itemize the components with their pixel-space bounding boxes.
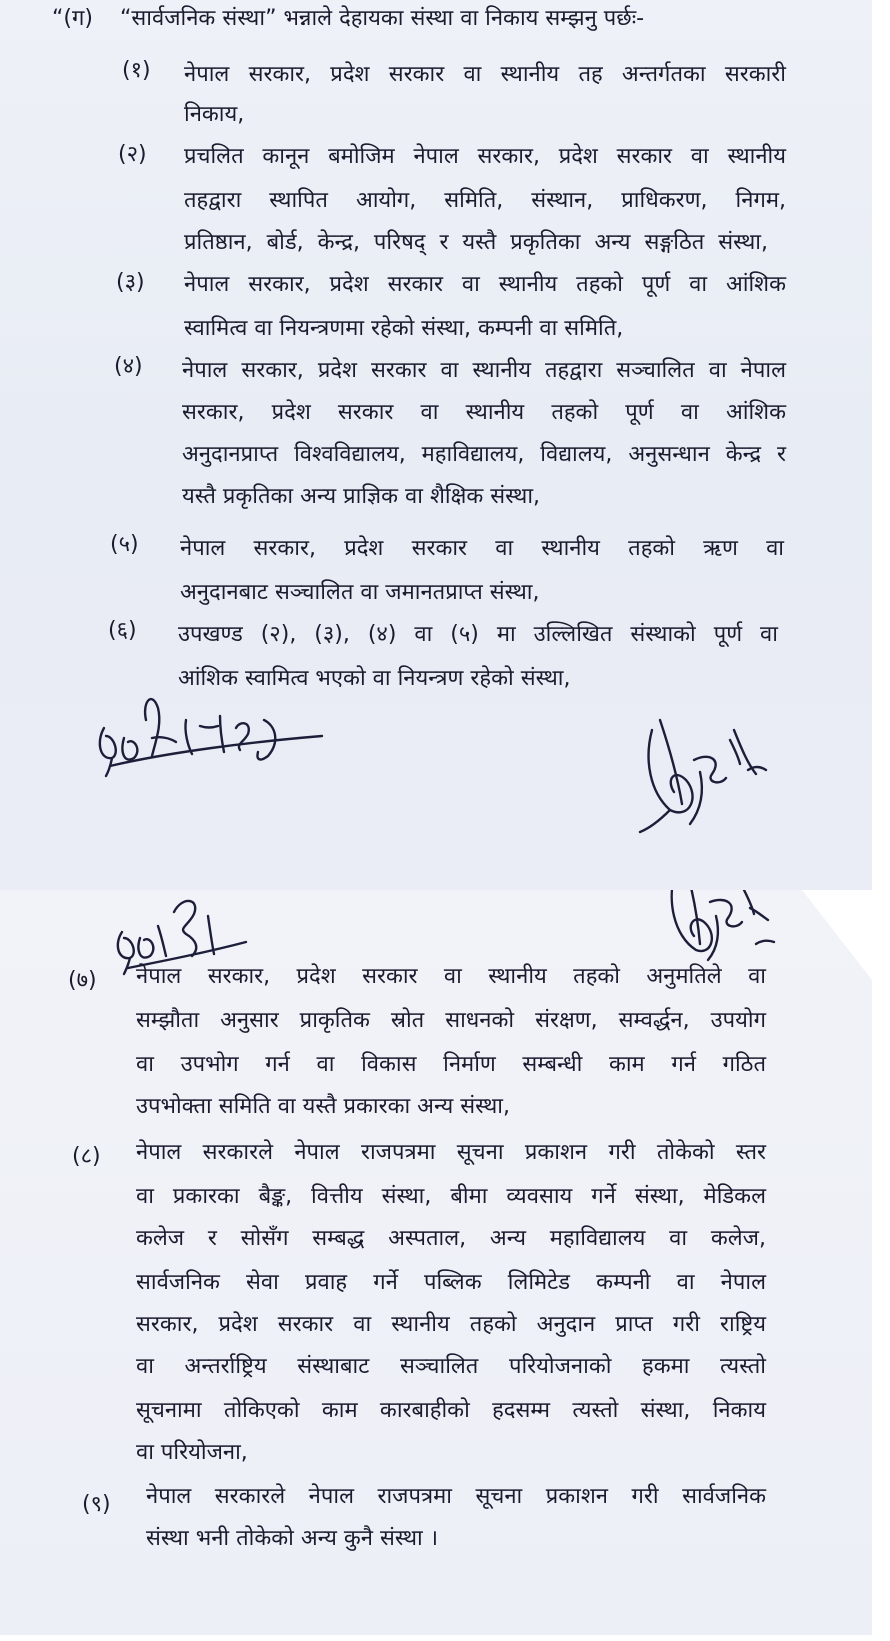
- clause-number: (१): [122, 58, 151, 83]
- clause-line: प्रचलित कानून बमोजिम नेपाल सरकार, प्रदेश सरकार वा स्थानीय: [184, 144, 786, 169]
- page-fold-corner: [802, 890, 872, 980]
- clause-number: (८): [72, 1144, 101, 1169]
- clause-line: वा प्रकारका बैङ्क, वित्तीय संस्था, बीमा व्यवसाय गर्ने संस्था, मेडिकल: [136, 1184, 766, 1209]
- clause-line: संस्था भनी तोकेको अन्य कुनै संस्था ।: [146, 1526, 439, 1551]
- clause-line: वा उपभोग गर्न वा विकास निर्माण सम्बन्धी काम गर्न गठित: [136, 1052, 766, 1077]
- clause-line: नेपाल सरकार, प्रदेश सरकार वा स्थानीय तहको ऋण वा: [180, 536, 784, 561]
- clause-line: नेपाल सरकारले नेपाल राजपत्रमा सूचना प्रकाशन गरी सार्वजनिक: [146, 1484, 766, 1509]
- clause-line: नेपाल सरकार, प्रदेश सरकार वा स्थानीय तह अन्तर्गतका सरकारी: [184, 62, 786, 87]
- clause-number: (४): [114, 354, 143, 379]
- clause-line: नेपाल सरकार, प्रदेश सरकार वा स्थानीय तहको पूर्ण वा आंशिक: [184, 272, 786, 297]
- clause-number: (७): [68, 968, 97, 993]
- clause-line: यस्तै प्रकृतिका अन्य प्राज्ञिक वा शैक्षिक संस्था,: [182, 484, 541, 509]
- clause-number: (३): [116, 270, 145, 295]
- document-page-2: [0, 890, 872, 1635]
- clause-number: (६): [108, 618, 137, 643]
- clause-line: सम्झौता अनुसार प्राकृतिक स्रोत साधनको संरक्षण, सम्वर्द्धन, उपयोग: [136, 1008, 766, 1033]
- clause-line: आंशिक स्वामित्व भएको वा नियन्त्रण रहेको संस्था,: [178, 666, 571, 691]
- clause-line: सरकार, प्रदेश सरकार वा स्थानीय तहको पूर्ण वा आंशिक: [182, 400, 786, 425]
- clause-line: उपखण्ड (२), (३), (४) वा (५) मा उल्लिखित संस्थाको पूर्ण वा: [178, 622, 778, 647]
- handwritten-signature-right-2: [652, 890, 782, 970]
- clause-line: वा परियोजना,: [136, 1440, 248, 1465]
- clause-line: वा अन्तर्राष्ट्रिय संस्थाबाट सञ्चालित परियोजनाको हकमा त्यस्तो: [136, 1354, 766, 1379]
- definition-heading: “सार्वजनिक संस्था” भन्नाले देहायका संस्था वा निकाय सम्झनु पर्छः-: [120, 6, 645, 31]
- clause-line: नेपाल सरकारले नेपाल राजपत्रमा सूचना प्रकाशन गरी तोकेको स्तर: [136, 1140, 766, 1165]
- clause-line: नेपाल सरकार, प्रदेश सरकार वा स्थानीय तहको अनुमतिले वा: [136, 964, 766, 989]
- clause-line: सरकार, प्रदेश सरकार वा स्थानीय तहको अनुदान प्राप्त गरी राष्ट्रिय: [136, 1312, 766, 1337]
- handwritten-initials-left: [90, 680, 330, 780]
- handwritten-signature-right: [630, 700, 780, 840]
- clause-label-ga: “(ग): [52, 6, 93, 31]
- clause-line: तहद्वारा स्थापित आयोग, समिति, संस्थान, प्राधिकरण, निगम,: [184, 188, 786, 213]
- clause-line: अनुदानबाट सञ्चालित वा जमानतप्राप्त संस्था,: [180, 580, 540, 605]
- clause-line: अनुदानप्राप्त विश्वविद्यालय, महाविद्यालय, विद्यालय, अनुसन्धान केन्द्र र: [182, 442, 786, 467]
- clause-line: नेपाल सरकार, प्रदेश सरकार वा स्थानीय तहद्वारा सञ्चालित वा नेपाल: [182, 358, 786, 383]
- clause-number: (५): [110, 532, 139, 557]
- clause-line: सूचनामा तोकिएको काम कारबाहीको हदसम्म त्यस्तो संस्था, निकाय: [136, 1398, 766, 1423]
- clause-line: कलेज र सोसँग सम्बद्ध अस्पताल, अन्य महाविद्यालय वा कलेज,: [136, 1226, 766, 1251]
- clause-line: सार्वजनिक सेवा प्रवाह गर्ने पब्लिक लिमिटेड कम्पनी वा नेपाल: [136, 1270, 766, 1295]
- clause-line: उपभोक्ता समिति वा यस्तै प्रकारका अन्य संस्था,: [136, 1094, 510, 1119]
- clause-line: निकाय,: [184, 102, 245, 127]
- clause-line: स्वामित्व वा नियन्त्रणमा रहेको संस्था, कम्पनी वा समिति,: [184, 316, 624, 341]
- clause-number: (९): [82, 1492, 111, 1517]
- clause-number: (२): [118, 142, 147, 167]
- clause-line: प्रतिष्ठान, बोर्ड, केन्द्र, परिषद् र यस्तै प्रकृतिका अन्य सङ्गठित संस्था,: [184, 230, 768, 255]
